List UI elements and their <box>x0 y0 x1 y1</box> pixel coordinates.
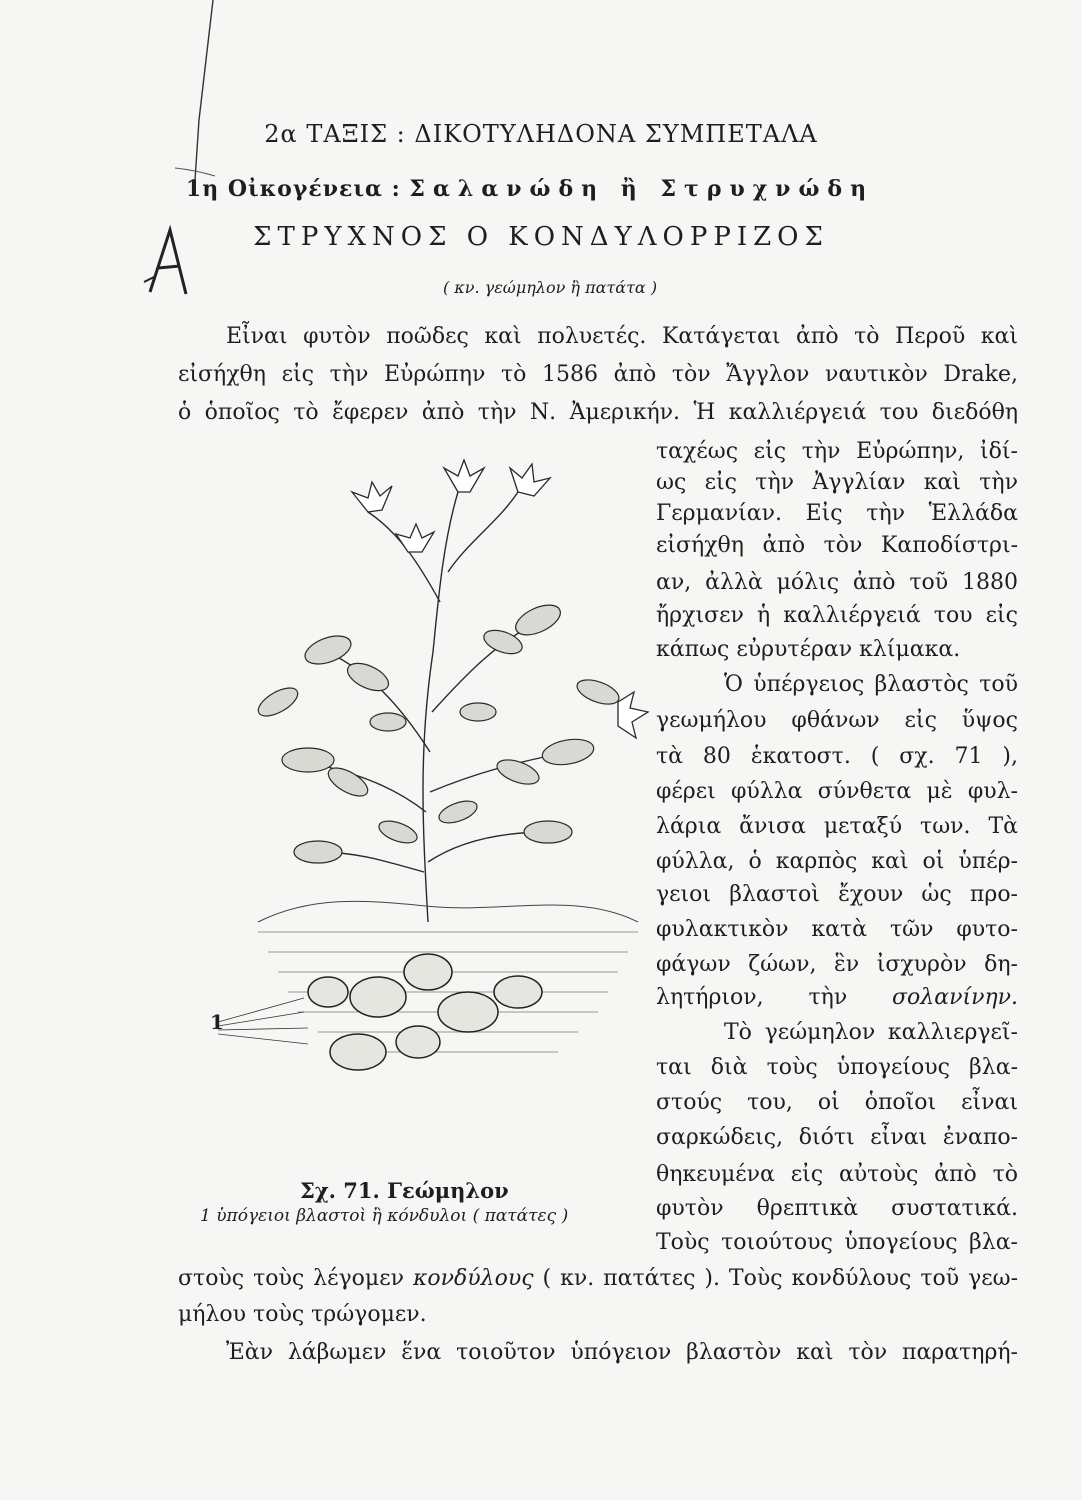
figure-marker: 1 <box>210 1010 224 1034</box>
text-line: λάρια ἄνισα μεταξύ των. Τὰ <box>656 814 1018 839</box>
text-line: Εἶναι φυτὸν ποῶδες καὶ πολυετές. Κατάγεται ἀπὸ τὸ Περοῦ καὶ <box>226 324 1018 349</box>
text-line: σαρκώδεις, διότι εἶναι ἐναπο- <box>656 1125 1018 1150</box>
text-line: φυλακτικὸν κατὰ τῶν φυτο- <box>656 917 1018 942</box>
handwritten-annotation <box>140 222 200 306</box>
text-line: Τὸ γεώμηλον καλλιεργεῖ- <box>724 1020 1018 1045</box>
emphasis-word: σολανίνην. <box>892 985 1018 1010</box>
family-name: Σαλανώδη ἢ Στρυχνώδη <box>409 176 875 202</box>
text-line <box>178 1264 1018 1294</box>
text-line: ως εἰς τὴν Ἀγγλίαν καὶ τὴν <box>656 470 1018 495</box>
text-line: φύλλα, ὁ καρπὸς καὶ οἱ ὑπέρ- <box>656 849 1018 874</box>
text-line: εἰσήχθη ἀπὸ τὸν Καποδίστρι- <box>656 533 1018 558</box>
potato-plant-illustration <box>218 452 658 1092</box>
text-fragment: λητήριον, τὴν <box>656 985 848 1010</box>
text-line: εἰσήχθη εἰς τὴν Εὐρώπην τὸ 1586 ἀπὸ τὸν Ἄγγλον ναυτικὸν Drake, <box>178 362 1018 387</box>
scan-edge-line <box>175 0 235 204</box>
text-line: φάγων ζώων, ἓν ἰσχυρὸν δη- <box>656 952 1018 977</box>
text-line: μήλου τοὺς τρώγομεν. <box>178 1302 427 1327</box>
text-fragment: ( κν. πατάτες ). Τοὺς κονδύλους τοῦ γεω- <box>542 1266 1019 1291</box>
text-line: στούς του, οἱ ὁποῖοι εἶναι <box>656 1090 1018 1115</box>
species-heading: ΣΤΡΥΧΝΟΣ Ο ΚΟΝΔΥΛΟΡΡΙΖΟΣ <box>253 222 829 252</box>
text-line: αν, ἀλλὰ μόλις ἀπὸ τοῦ 1880 <box>656 570 1018 595</box>
common-name: ( κν. γεώμηλον ἢ πατάτα ) <box>442 278 658 297</box>
figure-caption: Σχ. 71. Γεώμηλον <box>300 1178 509 1203</box>
text-line: Γερμανίαν. Εἰς τὴν Ἑλλάδα <box>656 501 1018 526</box>
text-line: γειοι βλαστοὶ ἔχουν ὡς προ- <box>656 882 1018 907</box>
text-line: φυτὸν θρεπτικὰ συστατικά. <box>656 1196 1018 1221</box>
family-heading <box>0 176 1060 202</box>
text-line: κάπως εὐρυτέραν κλίμακα. <box>656 637 961 662</box>
figure-subcaption: 1 ὑπόγειοι βλαστοὶ ἢ κόνδυλοι ( πατάτες ) <box>200 1206 569 1226</box>
text-line: ἤρχισεν ἡ καλλιέργειά του εἰς <box>656 603 1018 628</box>
text-line <box>656 983 1018 1013</box>
class-heading: 2α ΤΑΞΙΣ : ΔΙΚΟΤΥΛΗΔΟΝΑ ΣΥΜΠΕΤΑΛΑ <box>264 120 818 148</box>
text-line: φέρει φύλλα σύνθετα μὲ φυλ- <box>656 779 1018 804</box>
emphasis-word: κονδύλους <box>412 1266 534 1291</box>
text-line: Ἐὰν λάβωμεν ἕνα τοιοῦτον ὑπόγειον βλαστὸν καὶ τὸν παρατηρή- <box>226 1340 1018 1365</box>
text-line: Τοὺς τοιούτους ὑπογείους βλα- <box>656 1230 1018 1255</box>
text-line: θηκευμένα εἰς αὐτοὺς ἀπὸ τὸ <box>656 1162 1018 1187</box>
text-line: Ὁ ὑπέργειος βλαστὸς τοῦ <box>724 672 1018 697</box>
text-line: γεωμήλου φθάνων εἰς ὕψος <box>656 708 1018 733</box>
text-fragment: στοὺς τοὺς λέγομεν <box>178 1266 404 1291</box>
text-line: ὁ ὁποῖος τὸ ἔφερεν ἀπὸ τὴν Ν. Ἀμερικήν. Ἡ καλλιέργειά του διεδόθη <box>178 400 1018 425</box>
text-line: τὰ 80 ἑκατοστ. ( σχ. 71 ), <box>656 744 1018 769</box>
text-line: ταχέως εἰς τὴν Εὐρώπην, ἰδί- <box>656 439 1018 464</box>
family-prefix: 1η Οἰκογένεια : <box>185 176 401 202</box>
text-line: ται διὰ τοὺς ὑπογείους βλα- <box>656 1055 1018 1080</box>
